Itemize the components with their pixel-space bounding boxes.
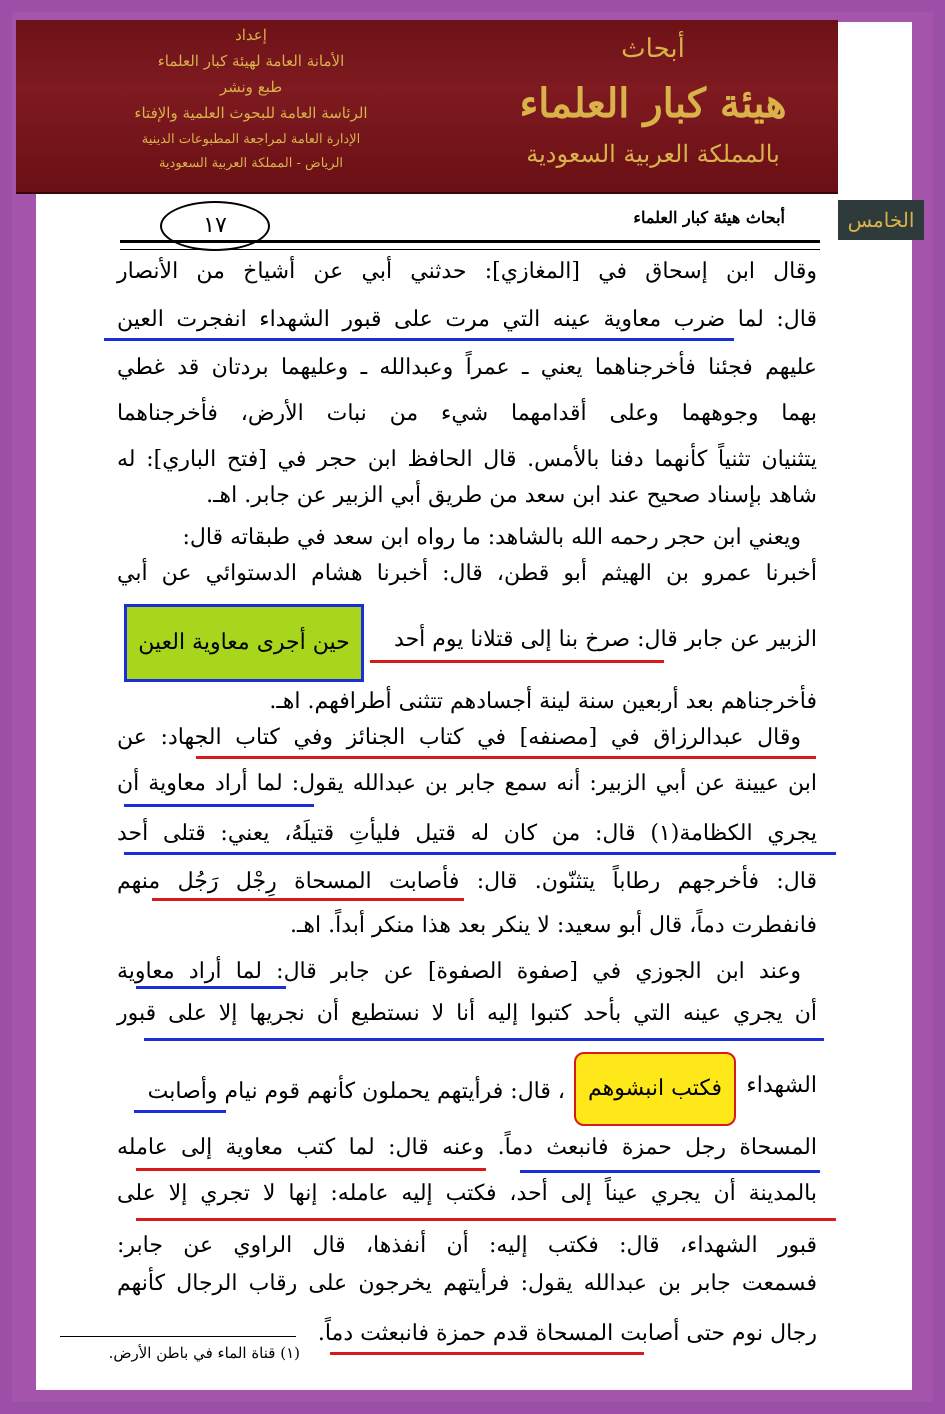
text-line: وعند ابن الجوزي في [صفوة الصفوة] عن جابر قال: لما أراد معاوية bbox=[117, 959, 801, 984]
text-line: يتثنيان تثنياً كأنهما دفنا بالأمس. قال الحافظ ابن حجر في [فتح الباري]: له bbox=[117, 447, 817, 472]
underline-red bbox=[196, 756, 816, 759]
underline-red bbox=[152, 898, 464, 901]
cover-title-line2: هيئة كبار العلماء bbox=[519, 80, 787, 127]
underline-blue bbox=[136, 986, 286, 989]
underline-blue bbox=[104, 338, 734, 341]
text-line: الزبير عن جابر قال: صرخ بنا إلى قتلانا يوم أحد bbox=[394, 627, 817, 652]
text-line: قبور الشهداء، قال: فكتب إليه: أن أنفذها، قال الراوي عن جابر: bbox=[117, 1233, 817, 1258]
cover-left-line: إعداد bbox=[235, 26, 267, 44]
text-line: بالمدينة أن يجري عيناً إلى أحد، فكتب إليه عامله: إنها لا تجري إلا على bbox=[117, 1181, 817, 1206]
cover-title-line3: بالمملكة العربية السعودية bbox=[526, 140, 780, 168]
underline-blue bbox=[134, 1110, 226, 1113]
cover-left-line: طبع ونشر bbox=[219, 78, 283, 96]
highlight-yellow: فكتب انبشوهم bbox=[574, 1052, 736, 1126]
book-cover-banner bbox=[16, 20, 838, 194]
cover-left-line: الرياض - المملكة العربية السعودية bbox=[158, 156, 344, 171]
text-line: ، قال: فرأيتهم يحملون كأنهم قوم نيام وأصابت bbox=[147, 1079, 565, 1104]
underline-blue bbox=[520, 1170, 820, 1173]
text-line: قال: فأخرجهم رطاباً يتثنّون. قال: فأصابت المسحاة رِجْل رَجُل منهم bbox=[117, 869, 817, 894]
text-line: وقال ابن إسحاق في [المغازي]: حدثني أبي عن أشياخ من الأنصار bbox=[117, 259, 817, 284]
text-line: عليهم فجئنا فأخرجناهما يعني ـ عمراً وعبدالله ـ وعليهما بردتان قد غطي bbox=[117, 355, 817, 380]
header-rule bbox=[120, 240, 820, 250]
cover-left-line: الإدارة العامة لمراجعة المطبوعات الدينية bbox=[141, 132, 361, 147]
volume-tag: الخامس bbox=[838, 200, 924, 240]
text-line: يجري الكظامة(١) قال: من كان له قتيل فليأتِ قتيلَهُ، يعني: قتلى أحد bbox=[117, 821, 818, 846]
footnote-rule bbox=[60, 1336, 296, 1337]
underline-red bbox=[370, 660, 664, 663]
text-line: ابن عيينة عن أبي الزبير: أنه سمع جابر بن عبدالله يقول: لما أراد معاوية أن bbox=[117, 771, 817, 796]
running-title: أبحاث هيئة كبار العلماء bbox=[633, 208, 785, 227]
underline-red bbox=[330, 1352, 644, 1355]
page-number: ١٧ bbox=[160, 201, 270, 251]
text-line: الشهداء bbox=[746, 1073, 817, 1098]
text-line: قال: لما ضرب معاوية عينه التي مرت على قبور الشهداء انفجرت العين bbox=[117, 307, 817, 332]
text-line: شاهد بإسناد صحيح عند ابن سعد من طريق أبي الزبير عن جابر. اهـ. bbox=[206, 483, 817, 508]
text-line: فانفطرت دماً، قال أبو سعيد: لا ينكر بعد هذا منكر أبداً. اهـ. bbox=[289, 913, 817, 938]
footnote: (١) قناة الماء في باطن الأرض. bbox=[108, 1344, 300, 1362]
underline-blue bbox=[144, 1038, 824, 1041]
cover-title-line1: أبحاث bbox=[621, 34, 685, 64]
text-line: أخبرنا عمرو بن الهيثم أبو قطن، قال: أخبرنا هشام الدستوائي عن أبي bbox=[117, 561, 817, 586]
text-line: المسحاة رجل حمزة فانبعث دماً. وعنه قال: لما كتب معاوية إلى عامله bbox=[117, 1135, 817, 1160]
text-line: بهما وجوههما وعلى أقدامهما شيء من نبات الأرض، فأخرجناهما bbox=[117, 401, 817, 426]
text-line: ويعني ابن حجر رحمه الله بالشاهد: ما رواه ابن سعد في طبقاته قال: bbox=[182, 525, 801, 550]
underline-blue bbox=[124, 852, 836, 855]
text-line: فسمعت جابر بن عبدالله يقول: فرأيتهم يخرجون على رقاب الرجال كأنهم bbox=[117, 1271, 817, 1296]
cover-left-line: الأمانة العامة لهيئة كبار العلماء bbox=[157, 52, 345, 70]
underline-blue bbox=[124, 804, 314, 807]
cover-left-line: الرئاسة العامة للبحوث العلمية والإفتاء bbox=[134, 104, 368, 122]
underline-red bbox=[136, 1218, 836, 1221]
text-line: رجال نوم حتى أصابت المسحاة قدم حمزة فانبعثت دماً. bbox=[317, 1321, 817, 1346]
text-line: فأخرجناهم بعد أربعين سنة لينة أجسادهم تتثنى أطرافهم. اهـ. bbox=[269, 689, 817, 714]
text-line: وقال عبدالرزاق في [مصنفه] في كتاب الجنائز وفي كتاب الجهاد: عن bbox=[117, 725, 801, 750]
underline-red bbox=[136, 1168, 486, 1171]
text-line: أن يجري عينه التي بأحد كتبوا إليه أنا لا نستطيع أن نجريها إلا على قبور bbox=[117, 1001, 817, 1026]
highlight-green: حين أجرى معاوية العين bbox=[124, 604, 364, 682]
